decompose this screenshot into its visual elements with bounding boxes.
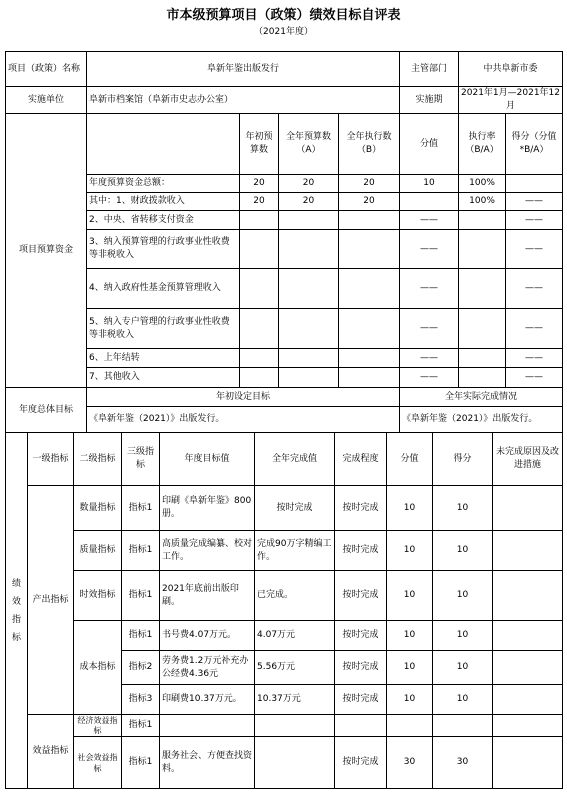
indicator-reason (493, 531, 563, 571)
perf-header-reason: 未完成原因及改进措施 (493, 433, 563, 486)
indicator-target: 书号费4.07万元。 (160, 621, 255, 651)
indicator-reason (493, 651, 563, 685)
indicator-reason (493, 571, 563, 621)
funds-row-score: —— (400, 368, 459, 388)
info-funds-table (5, 51, 563, 433)
perf-header-points: 得分 (433, 433, 493, 486)
funds-row-executed (339, 269, 400, 309)
funds-row-rate (459, 211, 506, 230)
funds-row-rate (459, 368, 506, 388)
funds-row-initial: 20 (240, 193, 279, 211)
indicator-points: 10 (433, 651, 493, 685)
funds-row-label: 年度预算资金总额： (87, 175, 240, 193)
page-title: 市本级预算项目（政策）绩效目标自评表 (166, 8, 401, 23)
indicator-id: 指标1 (122, 715, 160, 737)
indicator-id: 指标1 (122, 621, 160, 651)
overall-planned-value: 《阜新年鉴（2021）》出版发行。 (87, 407, 400, 433)
funds-row-label: 3、纳入预算管理的行政事业性收费等非税收入 (87, 230, 240, 269)
unit-label: 实施单位 (6, 87, 87, 114)
funds-row-points: —— (506, 269, 563, 309)
unit-value: 阜新市档案馆（阜新市史志办公室） (87, 87, 400, 114)
funds-row-executed: 20 (339, 175, 400, 193)
indicator-points: 10 (433, 486, 493, 531)
project-label: 项目（政策）名称 (6, 52, 87, 87)
overall-planned-header: 年初设定目标 (87, 388, 400, 407)
funds-row-initial (240, 309, 279, 349)
funds-row-annual (279, 269, 339, 309)
funds-header-score: 分值 (400, 114, 459, 175)
indicator-degree: 按时完成 (335, 737, 387, 789)
funds-row-annual: 20 (279, 175, 339, 193)
dept-label: 主管部门 (400, 52, 459, 87)
indicator-reason (493, 486, 563, 531)
project-name: 阜新年鉴出版发行 (87, 52, 400, 87)
indicator-target: 劳务费1.2万元补充办公经费4.36元 (160, 651, 255, 685)
funds-row-points: —— (506, 309, 563, 349)
indicator-score: 10 (387, 571, 433, 621)
indicator-score: 30 (387, 737, 433, 789)
group-name-economic: 经济效益指标 (74, 715, 122, 737)
indicator-id: 指标1 (122, 571, 160, 621)
funds-row-initial (240, 368, 279, 388)
funds-row-label: 7、其他收入 (87, 368, 240, 388)
indicator-degree: 按时完成 (335, 651, 387, 685)
funds-row-score: —— (400, 349, 459, 368)
funds-row-initial (240, 230, 279, 269)
funds-row-points (506, 175, 563, 193)
indicator-reason (493, 715, 563, 737)
perf-header-target: 年度目标值 (160, 433, 255, 486)
funds-row-points: —— (506, 230, 563, 269)
perf-header-lvl1: 一级指标 (28, 433, 74, 486)
funds-section-label: 项目预算资金 (6, 114, 87, 388)
funds-row-executed (339, 309, 400, 349)
funds-row-score: —— (400, 211, 459, 230)
indicator-degree: 按时完成 (335, 531, 387, 571)
funds-row-initial: 20 (240, 175, 279, 193)
funds-header-annual: 全年预算数（A） (279, 114, 339, 175)
funds-row-points: —— (506, 349, 563, 368)
group-name-social: 社会效益指标 (74, 737, 122, 789)
indicator-target: 高质量完成编纂、校对工作。 (160, 531, 255, 571)
indicator-id: 指标3 (122, 685, 160, 715)
funds-row-annual: 20 (279, 193, 339, 211)
indicator-done: 已完成。 (255, 571, 335, 621)
funds-row-executed (339, 349, 400, 368)
funds-row-label: 4、纳入政府性基金预算管理收入 (87, 269, 240, 309)
indicator-points: 10 (433, 685, 493, 715)
funds-header-initial: 年初预算数 (240, 114, 279, 175)
output-indicator-label: 产出指标 (28, 486, 74, 715)
indicator-degree: 按时完成 (335, 571, 387, 621)
overall-actual-header: 全年实际完成情况 (400, 388, 563, 407)
indicator-degree: 按时完成 (335, 685, 387, 715)
indicator-score (387, 715, 433, 737)
indicator-target (160, 715, 255, 737)
indicator-score: 10 (387, 486, 433, 531)
group-name-cost: 成本指标 (74, 621, 122, 715)
funds-row-label: 6、上年结转 (87, 349, 240, 368)
funds-row-points: —— (506, 193, 563, 211)
indicator-score: 10 (387, 651, 433, 685)
indicator-score: 10 (387, 531, 433, 571)
perf-header-lvl2: 二级指标 (74, 433, 122, 486)
indicator-done: 10.37万元 (255, 685, 335, 715)
funds-row-rate (459, 230, 506, 269)
perf-header-score: 分值 (387, 433, 433, 486)
indicator-points: 30 (433, 737, 493, 789)
indicator-degree: 按时完成 (335, 486, 387, 531)
indicator-id: 指标1 (122, 531, 160, 571)
funds-header-blank (87, 114, 240, 175)
funds-row-score: —— (400, 269, 459, 309)
indicator-reason (493, 685, 563, 715)
funds-row-initial (240, 211, 279, 230)
funds-header-points: 得分（分值*B/A） (506, 114, 563, 175)
group-name-timeliness: 时效指标 (74, 571, 122, 621)
performance-table (5, 432, 563, 789)
period-label: 实施期 (400, 87, 459, 114)
indicator-done (255, 715, 335, 737)
indicator-done: 5.56万元 (255, 651, 335, 685)
funds-row-score: —— (400, 309, 459, 349)
funds-row-rate (459, 349, 506, 368)
indicator-reason (493, 737, 563, 789)
funds-header-rate: 执行率（B/A） (459, 114, 506, 175)
perf-section-text: 绩效指标 (11, 578, 21, 643)
funds-row-rate: 100% (459, 175, 506, 193)
dept-value: 中共阜新市委 (459, 52, 563, 87)
funds-row-annual (279, 309, 339, 349)
indicator-degree (335, 715, 387, 737)
perf-header-degree: 完成程度 (335, 433, 387, 486)
funds-row-label: 5、纳入专户管理的行政事业性收费等非税收入 (87, 309, 240, 349)
indicator-degree: 按时完成 (335, 621, 387, 651)
indicator-score: 10 (387, 621, 433, 651)
period-value: 2021年1月—2021年12月 (459, 87, 563, 114)
perf-header-done: 全年完成值 (255, 433, 335, 486)
indicator-id: 指标1 (122, 737, 160, 789)
funds-row-rate (459, 309, 506, 349)
overall-goal-label: 年度总体目标 (6, 388, 87, 433)
funds-row-score: 10 (400, 175, 459, 193)
funds-row-points: —— (506, 211, 563, 230)
indicator-points (433, 715, 493, 737)
indicator-done: 完成90万字精编工作。 (255, 531, 335, 571)
indicator-target: 印刷费10.37万元。 (160, 685, 255, 715)
page-subtitle: （2021年度） (254, 27, 313, 37)
funds-row-initial (240, 349, 279, 368)
funds-row-score (400, 193, 459, 211)
funds-row-annual (279, 349, 339, 368)
overall-actual-value: 《阜新年鉴（2021）》出版发行。 (400, 407, 563, 433)
funds-header-executed: 全年执行数（B） (339, 114, 400, 175)
benefit-indicator-label: 效益指标 (28, 715, 74, 789)
funds-row-rate (459, 269, 506, 309)
indicator-done (255, 737, 335, 789)
funds-row-executed (339, 368, 400, 388)
funds-row-label: 2、中央、省转移支付资金 (87, 211, 240, 230)
indicator-reason (493, 621, 563, 651)
group-name-quantity: 数量指标 (74, 486, 122, 531)
indicator-points: 10 (433, 621, 493, 651)
funds-row-annual (279, 211, 339, 230)
indicator-target: 印刷《阜新年鉴》800册。 (160, 486, 255, 531)
indicator-points: 10 (433, 571, 493, 621)
indicator-id: 指标1 (122, 486, 160, 531)
perf-section-label (6, 433, 28, 789)
indicator-target: 2021年底前出版印刷。 (160, 571, 255, 621)
group-name-quality: 质量指标 (74, 531, 122, 571)
indicator-done: 4.07万元 (255, 621, 335, 651)
perf-header-lvl3: 三级指标 (122, 433, 160, 486)
funds-row-executed: 20 (339, 193, 400, 211)
indicator-done: 按时完成 (255, 486, 335, 531)
funds-row-initial (240, 269, 279, 309)
funds-row-annual (279, 368, 339, 388)
funds-row-annual (279, 230, 339, 269)
indicator-score: 10 (387, 685, 433, 715)
funds-row-executed (339, 211, 400, 230)
indicator-target: 服务社会、方便查找资料。 (160, 737, 255, 789)
funds-row-executed (339, 230, 400, 269)
funds-row-rate: 100% (459, 193, 506, 211)
funds-row-label: 其中：1、财政拨款收入 (87, 193, 240, 211)
indicator-id: 指标2 (122, 651, 160, 685)
indicator-points: 10 (433, 531, 493, 571)
funds-row-score: —— (400, 230, 459, 269)
funds-row-points: —— (506, 368, 563, 388)
